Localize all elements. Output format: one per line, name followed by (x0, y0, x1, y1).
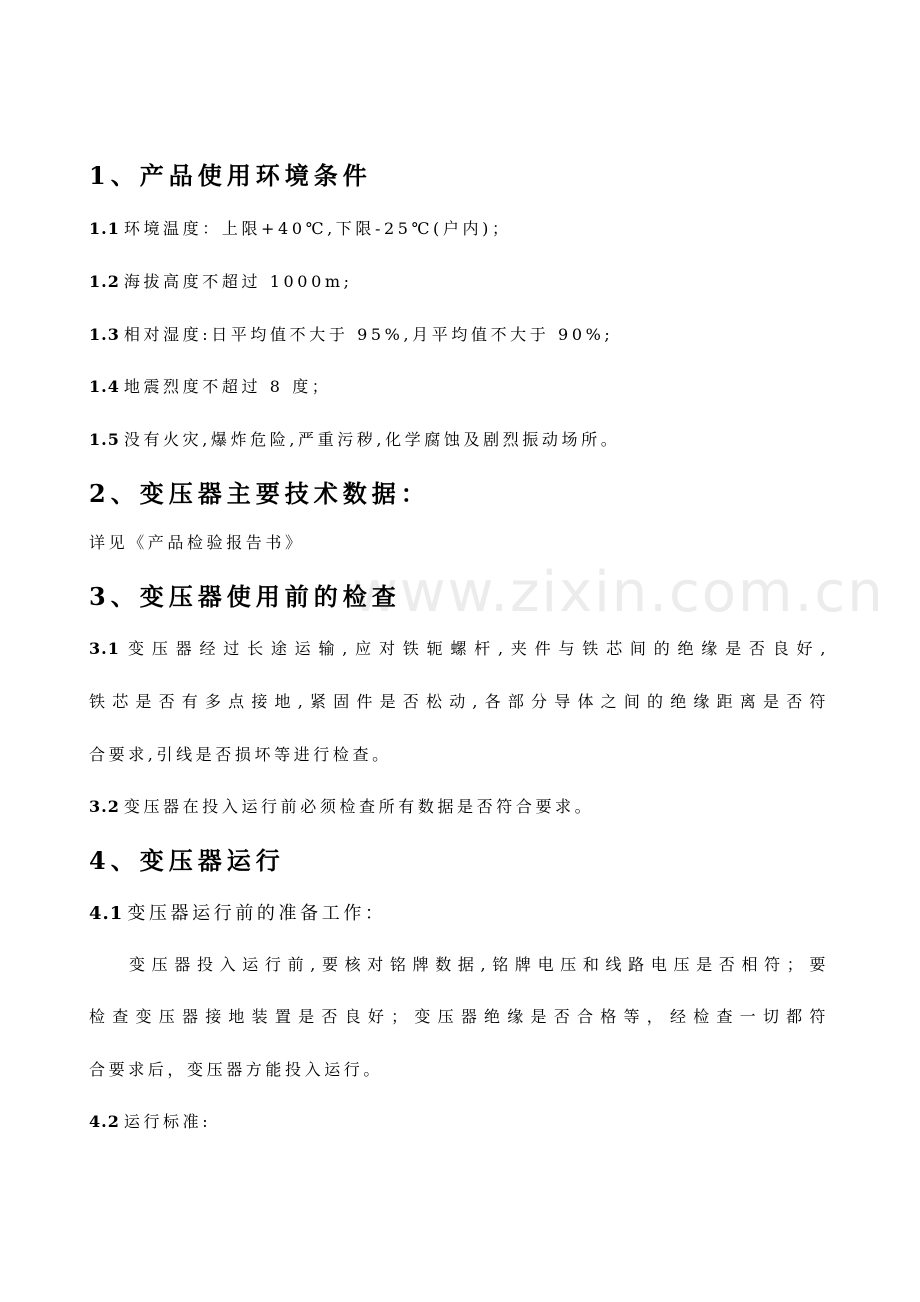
item-3-1-line-2: 铁芯是否有多点接地,紧固件是否松动,各部分导体之间的绝缘距离是否符 (89, 692, 829, 711)
section-2-heading: 2、变压器主要技术数据： (89, 479, 430, 508)
paragraph-4-1-line-3: 合要求后，变压器方能投入运行。 (89, 1060, 384, 1079)
item-4-2 (89, 1109, 211, 1132)
item-text: 变压器经过长途运输,应对铁轭螺杆,夹件与铁芯间的绝缘是否良好, (123, 639, 829, 658)
section-1-heading: 1、产品使用环境条件 (89, 161, 372, 190)
paragraph-4-1-line-1: 变压器投入运行前,要核对铭牌数据,铭牌电压和线路电压是否相符；要 (129, 955, 829, 974)
item-text: 相对湿度:日平均值不大于 95%,月平均值不大于 90%; (123, 325, 614, 344)
item-1-4 (89, 374, 331, 397)
item-number: 4.1 (89, 903, 124, 924)
item-number: 3.2 (89, 797, 120, 816)
item-1-5 (89, 427, 620, 450)
item-text: 运行标准: (123, 1112, 212, 1131)
item-4-1 (89, 899, 387, 925)
section-4-heading: 4、变压器运行 (89, 846, 285, 875)
section-2-text: 详见《产品检验报告书》 (89, 533, 305, 552)
item-text: 地震烈度不超过 8 度； (123, 377, 332, 396)
item-number: 1.3 (89, 325, 120, 344)
item-number: 3.1 (89, 639, 120, 658)
item-number: 4.2 (89, 1112, 120, 1131)
watermark: www.zixin.com.cn (352, 560, 885, 625)
section-3-heading: 3、变压器使用前的检查 (89, 582, 401, 611)
item-3-1-line-1 (89, 636, 829, 659)
item-1-3 (89, 322, 613, 345)
item-text: 变压器在投入运行前必须检查所有数据是否符合要求。 (123, 797, 595, 816)
paragraph-4-1-line-2: 检查变压器接地装置是否良好；变压器绝缘是否合格等，经检查一切都符 (89, 1007, 829, 1026)
item-text: 海拔高度不超过 1000m; (123, 272, 353, 291)
item-3-1-line-3: 合要求,引线是否损坏等进行检查。 (89, 745, 392, 764)
item-1-1 (89, 216, 512, 239)
item-text: 没有火灾,爆炸危险,严重污秽,化学腐蚀及剧烈振动场所。 (123, 430, 621, 449)
item-text: 环境温度：上限+40℃,下限-25℃(户内)； (123, 219, 512, 238)
item-3-2 (89, 794, 594, 817)
item-number: 1.2 (89, 272, 120, 291)
item-1-2 (89, 269, 353, 292)
item-text: 变压器运行前的准备工作： (127, 903, 387, 924)
item-number: 1.4 (89, 377, 120, 396)
item-number: 1.5 (89, 430, 120, 449)
item-number: 1.1 (89, 219, 120, 238)
